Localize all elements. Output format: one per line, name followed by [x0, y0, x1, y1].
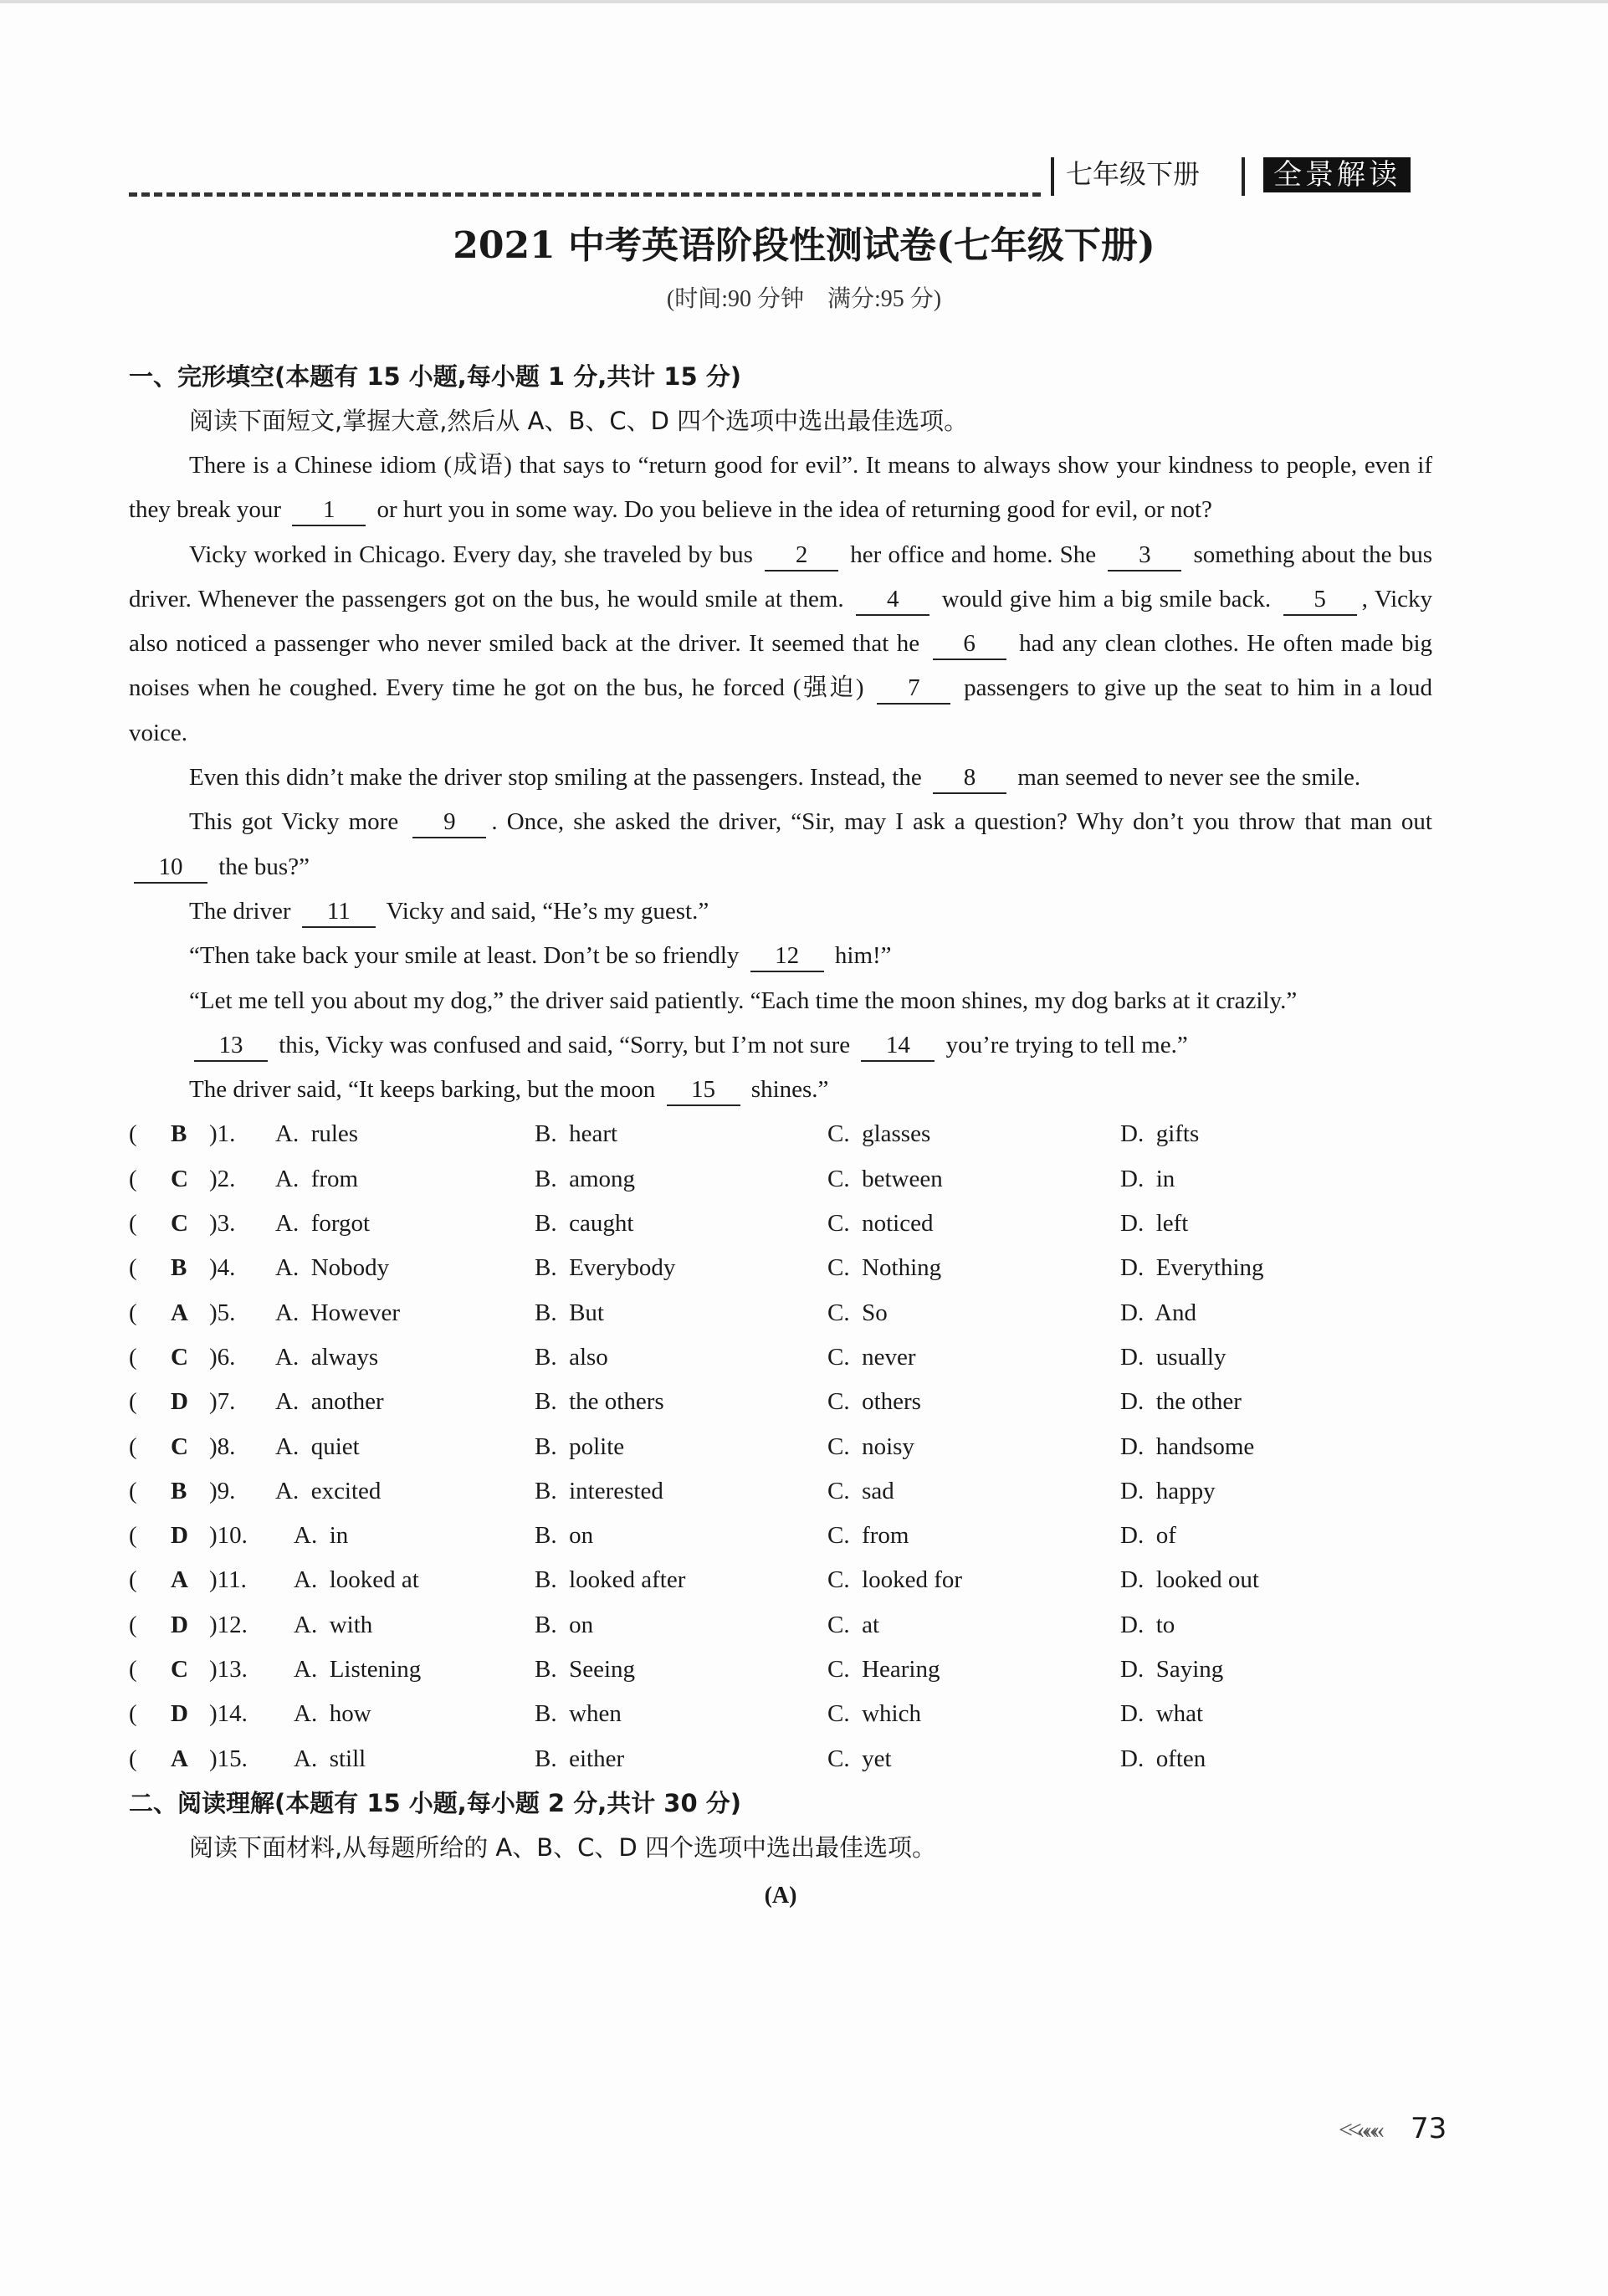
question-number: )9.	[209, 1477, 236, 1504]
option-c: C. from	[827, 1522, 909, 1550]
option-a: A. excited	[275, 1477, 382, 1504]
passage-paragraph	[129, 979, 1432, 1023]
option-b: B. on	[535, 1611, 594, 1638]
question-number: )3.	[209, 1210, 236, 1238]
option-row-9	[129, 1469, 1432, 1514]
scan-edge	[0, 0, 1608, 3]
option-a: A. another	[275, 1388, 384, 1416]
option-a: A. how	[294, 1700, 371, 1728]
option-a: A. forgot	[275, 1210, 371, 1238]
blank-3: 3	[1108, 540, 1181, 571]
answer: D	[171, 1522, 188, 1550]
paren-open: (	[129, 1700, 137, 1728]
option-d: D. in	[1120, 1165, 1175, 1192]
option-row-5	[129, 1291, 1432, 1335]
question-number: )15.	[209, 1745, 248, 1772]
passage-text: her office and home. She	[843, 541, 1104, 568]
blank-9: 9	[412, 807, 486, 838]
option-c: C. yet	[827, 1745, 892, 1772]
answer: C	[171, 1432, 188, 1460]
page-number: 73	[1411, 2112, 1447, 2145]
passage-paragraph	[129, 889, 1432, 934]
passage-paragraph	[129, 1023, 1432, 1068]
option-d: D. left	[1120, 1210, 1189, 1238]
header-divider	[1242, 157, 1245, 196]
question-number: )12.	[209, 1611, 248, 1638]
option-a: A. looked at	[294, 1566, 419, 1594]
passage-paragraph	[129, 1068, 1432, 1112]
option-row-13	[129, 1648, 1432, 1692]
paren-open: (	[129, 1254, 137, 1282]
option-b: B. either	[535, 1745, 625, 1772]
question-number: )1.	[209, 1120, 236, 1148]
option-a: A. always	[275, 1343, 379, 1371]
option-c: C. sad	[827, 1477, 894, 1504]
option-b: B. caught	[535, 1210, 634, 1238]
answer: D	[171, 1611, 188, 1638]
option-a: A. Nobody	[275, 1254, 390, 1282]
answer: B	[171, 1120, 187, 1148]
passage-text: Vicky and said, “He’s my guest.”	[380, 897, 709, 925]
option-b: B. Seeing	[535, 1656, 636, 1684]
page-title: 2021 中考英语阶段性测试卷(七年级下册)	[453, 224, 1155, 267]
paren-open: (	[129, 1745, 137, 1772]
paren-open: (	[129, 1388, 137, 1416]
passage-text: There is a Chinese idiom (成语) that says to “return good for evil”. It means to always show your kindness to people, even if they break your	[129, 452, 1432, 524]
passage-text: something about the bus driver. Whenever the passengers got on the bus, he would smile at them.	[129, 541, 1432, 612]
answer: A	[171, 1566, 188, 1594]
option-b: B. But	[535, 1299, 604, 1326]
options-list	[129, 1112, 1432, 1781]
passage-paragraph	[129, 443, 1432, 533]
passage-text: shines.”	[745, 1076, 829, 1104]
option-c: C. Nothing	[827, 1254, 942, 1282]
question-number: )8.	[209, 1432, 236, 1460]
paren-open: (	[129, 1656, 137, 1684]
question-number: )7.	[209, 1388, 236, 1416]
blank-12: 12	[750, 940, 824, 972]
header-grade: 七年级下册	[1066, 158, 1201, 190]
passage-text: The driver said, “It keeps barking, but the moon	[189, 1076, 662, 1104]
option-b: B. interested	[535, 1477, 663, 1504]
passage-text: . Once, she asked the driver, “Sir, may I ask a question? Why don’t you throw that man out	[491, 808, 1432, 836]
header-dashed-rule	[129, 192, 1041, 197]
passage-text: Even this didn’t make the driver stop smiling at the passengers. Instead, the	[189, 764, 928, 792]
option-b: B. also	[535, 1343, 608, 1371]
passage-text: , Vicky also noticed a passenger who never smiled back at the driver. It seemed that he	[129, 585, 1432, 658]
option-a: A. in	[294, 1522, 349, 1550]
option-d: D. of	[1120, 1522, 1176, 1550]
option-b: B. among	[535, 1165, 636, 1192]
option-row-4	[129, 1246, 1432, 1290]
option-row-2	[129, 1157, 1432, 1202]
answer: C	[171, 1656, 188, 1684]
question-number: )5.	[209, 1299, 236, 1326]
passage-text: “Then take back your smile at least. Don’t be so friendly	[189, 942, 745, 970]
option-c: C. at	[827, 1611, 880, 1638]
option-d: D. to	[1120, 1611, 1175, 1638]
blank-6: 6	[933, 628, 1006, 660]
blank-2: 2	[765, 540, 838, 571]
option-b: B. on	[535, 1522, 594, 1550]
header-badge: 全景解读	[1263, 157, 1411, 192]
blank-1: 1	[292, 495, 366, 526]
option-c: C. others	[827, 1388, 921, 1416]
option-c: C. never	[827, 1343, 916, 1371]
answer: D	[171, 1388, 188, 1416]
option-row-14	[129, 1692, 1432, 1736]
option-a: A. rules	[275, 1120, 359, 1148]
option-c: C. noticed	[827, 1210, 934, 1238]
question-number: )14.	[209, 1700, 248, 1728]
option-a: A. Listening	[294, 1656, 422, 1684]
option-a: A. quiet	[275, 1432, 360, 1460]
passage-text: man seemed to never see the smile.	[1011, 764, 1361, 792]
option-b: B. looked after	[535, 1566, 686, 1594]
paren-open: (	[129, 1165, 137, 1192]
passage-text: The driver	[189, 897, 297, 925]
blank-14: 14	[861, 1030, 935, 1062]
option-row-15	[129, 1737, 1432, 1781]
option-b: B. heart	[535, 1120, 618, 1148]
answer: C	[171, 1210, 188, 1238]
passage-text: would give him a big smile back.	[935, 585, 1278, 612]
option-c: C. which	[827, 1700, 921, 1728]
passage-text: the bus?”	[213, 853, 310, 880]
option-row-7	[129, 1380, 1432, 1424]
paren-open: (	[129, 1611, 137, 1638]
option-row-10	[129, 1514, 1432, 1558]
option-a: A. However	[275, 1299, 400, 1326]
blank-10: 10	[134, 852, 207, 884]
passage-text: Vicky worked in Chicago. Every day, she traveled by bus	[189, 541, 760, 568]
paren-open: (	[129, 1343, 137, 1371]
answer: D	[171, 1700, 188, 1728]
option-a: A. with	[294, 1611, 373, 1638]
option-d: D. looked out	[1120, 1566, 1259, 1594]
blank-7: 7	[877, 673, 950, 705]
option-b: B. when	[535, 1700, 622, 1728]
option-c: C. glasses	[827, 1120, 931, 1148]
paren-open: (	[129, 1432, 137, 1460]
passage-text: passengers to give up the seat to him in a loud voice.	[129, 674, 1432, 746]
paren-open: (	[129, 1522, 137, 1550]
option-d: D. And	[1120, 1299, 1197, 1326]
blank-13: 13	[194, 1030, 268, 1062]
question-number: )11.	[209, 1566, 247, 1594]
option-d: D. Everything	[1120, 1254, 1264, 1282]
question-number: )4.	[209, 1254, 236, 1282]
part-label: (A)	[764, 1882, 797, 1909]
blank-15: 15	[667, 1074, 740, 1106]
question-number: )13.	[209, 1656, 248, 1684]
paren-open: (	[129, 1299, 137, 1326]
section2-instruction: 阅读下面材料,从每题所给的 A、B、C、D 四个选项中选出最佳选项。	[189, 1832, 936, 1862]
answer: B	[171, 1254, 187, 1282]
exam-info: (时间:90 分钟 满分:95 分)	[666, 286, 942, 312]
option-b: B. polite	[535, 1432, 625, 1460]
option-c: C. between	[827, 1165, 943, 1192]
section1-heading: 一、完形填空(本题有 15 小题,每小题 1 分,共计 15 分)	[129, 362, 742, 391]
blank-8: 8	[933, 762, 1006, 794]
passage-text: This got Vicky more	[189, 808, 408, 836]
header-divider	[1051, 157, 1054, 196]
paren-open: (	[129, 1210, 137, 1238]
option-c: C. Hearing	[827, 1656, 940, 1684]
paren-open: (	[129, 1477, 137, 1504]
answer: C	[171, 1165, 188, 1192]
option-row-8	[129, 1425, 1432, 1469]
blank-5: 5	[1283, 584, 1357, 616]
option-a: A. from	[275, 1165, 359, 1192]
answer: B	[171, 1477, 187, 1504]
passage-text: this, Vicky was confused and said, “Sorry, but I’m not sure	[273, 1031, 857, 1058]
option-d: D. happy	[1120, 1477, 1216, 1504]
passage-text: him!”	[828, 942, 892, 970]
question-number: )6.	[209, 1343, 236, 1371]
question-number: )10.	[209, 1522, 248, 1550]
option-row-1	[129, 1112, 1432, 1156]
cloze-passage	[129, 443, 1432, 1112]
answer: A	[171, 1299, 188, 1326]
passage-text: you’re trying to tell me.”	[940, 1031, 1188, 1058]
passage-paragraph	[129, 800, 1432, 889]
option-row-12	[129, 1603, 1432, 1648]
option-d: D. Saying	[1120, 1656, 1224, 1684]
section2-heading: 二、阅读理解(本题有 15 小题,每小题 2 分,共计 30 分)	[129, 1788, 742, 1817]
passage-paragraph	[129, 533, 1432, 756]
blank-11: 11	[302, 896, 376, 928]
option-d: D. what	[1120, 1700, 1204, 1728]
option-a: A. still	[294, 1745, 366, 1772]
option-row-3	[129, 1202, 1432, 1246]
answer: C	[171, 1343, 188, 1371]
option-d: D. often	[1120, 1745, 1206, 1772]
option-b: B. the others	[535, 1388, 664, 1416]
option-c: C. looked for	[827, 1566, 963, 1594]
option-c: C. noisy	[827, 1432, 914, 1460]
section1-instruction: 阅读下面短文,掌握大意,然后从 A、B、C、D 四个选项中选出最佳选项。	[189, 407, 969, 435]
option-row-11	[129, 1558, 1432, 1602]
answer: A	[171, 1745, 188, 1772]
content-flow	[129, 355, 1432, 1917]
passage-text: “Let me tell you about my dog,” the driver said patiently. “Each time the moon shines, my dog barks at it crazily.”	[189, 987, 1298, 1014]
passage-paragraph	[129, 756, 1432, 800]
passage-text: or hurt you in some way. Do you believe in the idea of returning good for evil, or not?	[371, 496, 1212, 524]
option-row-6	[129, 1335, 1432, 1380]
option-d: D. gifts	[1120, 1120, 1200, 1148]
question-number: )2.	[209, 1165, 236, 1192]
option-b: B. Everybody	[535, 1254, 676, 1282]
option-d: D. handsome	[1120, 1432, 1255, 1460]
paren-open: (	[129, 1120, 137, 1148]
passage-paragraph	[129, 934, 1432, 978]
blank-4: 4	[856, 584, 929, 616]
option-d: D. the other	[1120, 1388, 1242, 1416]
option-c: C. So	[827, 1299, 888, 1326]
passage-text: had any clean clothes. He often made big noises when he coughed. Every time he got on the bus, he forced (强迫)	[129, 630, 1432, 702]
paren-open: (	[129, 1566, 137, 1594]
option-d: D. usually	[1120, 1343, 1226, 1371]
arrows-icon: <<«««	[1339, 2116, 1380, 2144]
